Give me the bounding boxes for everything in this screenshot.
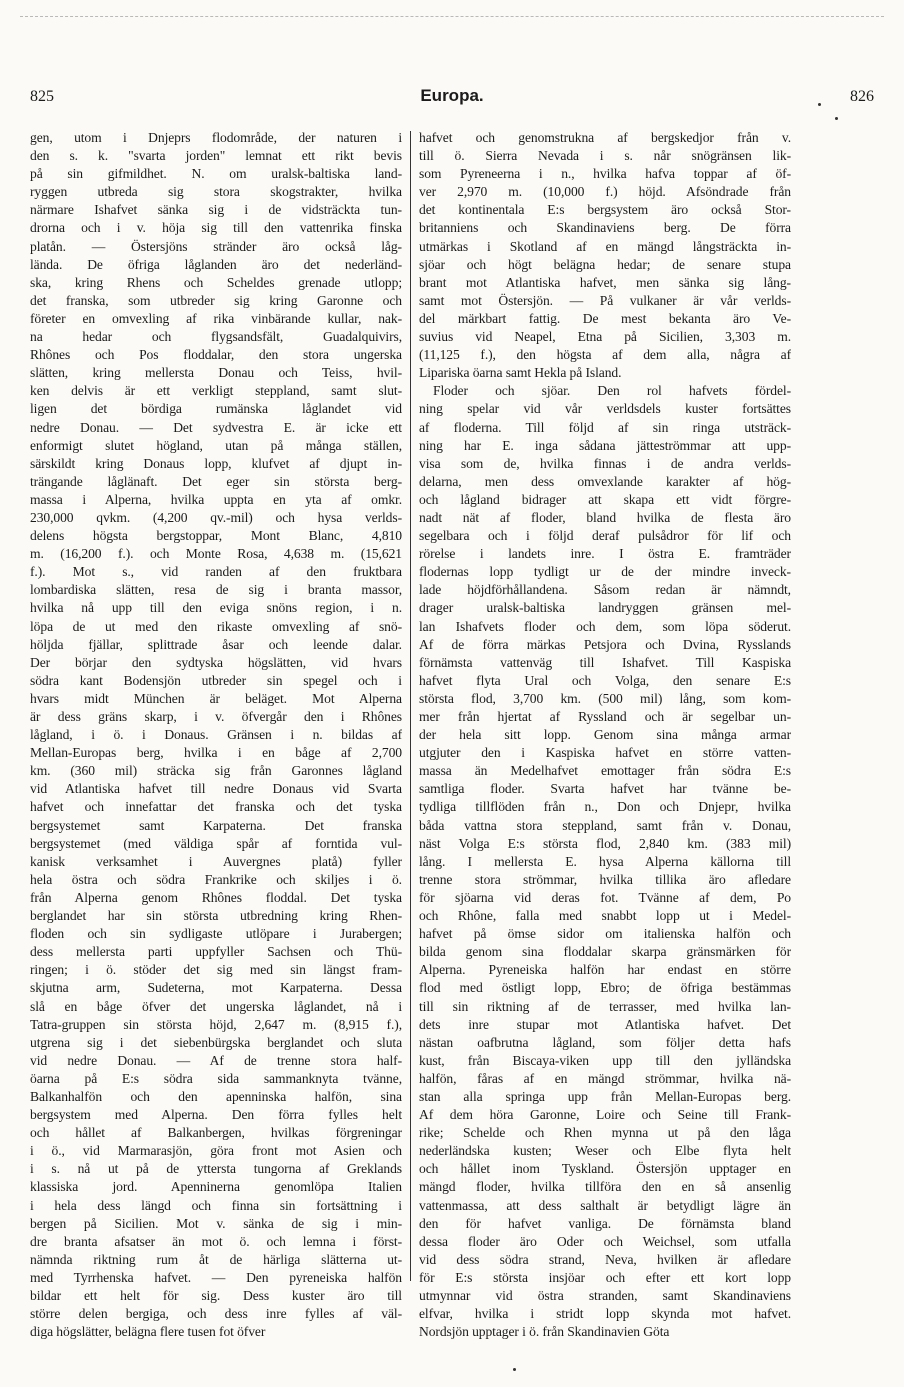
text-line: hela östra och södra Frankrike och skiljes i ö. [30, 871, 402, 887]
text-line: på sin gifmildhet. N. om uralsk-baltiska land- [30, 166, 402, 182]
text-line: större delen bergiga, och dess inre fylles af väl- [30, 1306, 402, 1322]
text-line: kust, från Biscaya-viken upp till den jylländska [419, 1052, 791, 1068]
left-column [30, 129, 402, 1341]
text-line: det kontinentala E:s bergsystem äro också Stor- [419, 202, 791, 218]
text-line: vid Atlantiska hafvet till nedre Donaus vid Svarta [30, 781, 402, 797]
text-line: rike; Schelde och Rhen mynna ut på den låga [419, 1125, 791, 1141]
text-line: största flod, 3,700 km. (500 mil) lång, som kom- [419, 690, 791, 706]
text-line: med Tyrrhenska hafvet. — Den pyreneiska halfön [30, 1269, 402, 1285]
text-line: förnämsta vattenväg till Ishafvet. Till Kaspiska [419, 654, 791, 670]
text-line: nadt nät af floder, bland hvilka de flesta äro [419, 509, 791, 525]
text-line: höljda fjällar, splittrade åsar och leende dalar. [30, 636, 402, 652]
page-number-left: 825 [30, 88, 54, 105]
page-number-right: 826 [850, 88, 874, 105]
text-line: skjutna arm, Sudeterna, mot Karpaterna. Dessa [30, 980, 402, 996]
text-line: bilda genom sina floddalar skarpa gränsmärken för [419, 944, 791, 960]
text-line: vid nedre Donau. — Af de trenne stora half- [30, 1052, 402, 1068]
text-line: och hållet af Balkanbergen, hvilkas förgreningar [30, 1125, 402, 1141]
text-line: samt mot Östersjön. — På vulkaner är vår verlds- [419, 292, 791, 308]
text-line: ligen det bördiga rumänska låglandet vid [30, 401, 402, 417]
text-line: i s. nå ut på de yttersta tungorna af Greklands [30, 1161, 402, 1177]
column-divider [410, 131, 411, 1281]
text-line: brant mot Atlantiska hafvet, men sänka sig lång- [419, 274, 791, 290]
text-line: visa som de, hvilka finnas i de andra verlds- [419, 455, 791, 471]
text-line: till ö. Sierra Nevada i s. når snögränsen lik- [419, 148, 791, 164]
text-line: nästan oafbrutna lågland, som följer detta hafs [419, 1034, 791, 1050]
top-dashed-rule [20, 16, 884, 17]
text-line: från Alperna genom Rhônes floddal. Det tyska [30, 889, 402, 905]
text-line: enformigt slutet högland, utan på många ställen, [30, 437, 402, 453]
text-line: rörelse i landets inre. I östra E. framträder [419, 546, 791, 562]
text-line: hafvet på ömse sidor om italienska halfön och [419, 926, 791, 942]
text-line: elfvar, hvilka i stridt lopp skynda mot hafvet. [419, 1306, 791, 1322]
text-line: hafvet flyta Ural och Volga, den senare E:s [419, 672, 791, 688]
text-line: trenne stora strömmar, hvilka tillika äro afledare [419, 871, 791, 887]
text-line: sjöar och högt belägna hedar; de senare stupa [419, 256, 791, 272]
text-line: är dess gräns skarp, i v. öfvergår den i Rhônes [30, 709, 402, 724]
text-line: segelbara och i följd deraf pulsådror för lif och [419, 528, 791, 544]
text-line: nederländska kusten; Weser och Elbe flyta helt [419, 1143, 791, 1159]
text-line: trängande låglänaft. Det eger sin största berg- [30, 473, 402, 489]
text-line: ken delvis är ett verkligt steppland, samt slut- [30, 383, 402, 399]
text-line: nämnda riktning rum åt de härliga slätterna ut- [30, 1251, 402, 1267]
text-line: bildar ett helt för sig. Dess kuster äro till [30, 1288, 402, 1303]
text-line: ver 2,970 m. (10,000 f.) höjd. Afsöndrade från [419, 184, 791, 200]
text-line: gen, utom i Dnjeprs flodområde, der naturen i [30, 130, 402, 145]
running-title: Europa. [420, 86, 484, 105]
text-line: km. (360 mil) sträcka sig från Garonnes lågland [30, 763, 402, 779]
text-line: Af dem höra Garonne, Loire och Seine till Frank- [419, 1107, 791, 1123]
text-line: slå en båge öfver det ungerska låglandet, nå i [30, 998, 402, 1014]
text-line: delens högsta bergstoppar, Mont Blanc, 4,810 [30, 528, 402, 544]
text-line: hafvet och innefattar det franska och det tyska [30, 799, 402, 815]
text-line: båda vattna stora steppland, samt från v. Donau, [419, 817, 791, 833]
page-header [30, 88, 874, 114]
text-line: hafvet och genomstrukna af bergskedjor från v. [419, 130, 791, 145]
print-speck [513, 1368, 516, 1371]
text-line: näst Volga E:s största flod, 2,840 km. (383 mil) [419, 835, 791, 851]
text-line: af floderna. Till följd af sin ringa utsträck- [419, 419, 791, 435]
text-line: flodernas lopp tydligt ur de der mindre inveck- [419, 564, 791, 580]
text-line: den s. k. "svarta jorden" lemnat ett rikt bevis [30, 148, 402, 164]
text-line: i ö., vid Marmarasjön, göra front mot Asien och [30, 1143, 402, 1159]
text-line: del märkbart fattig. De mest bekanta äro Ve- [419, 310, 791, 326]
text-line: och Rhône, falla med snabbt lopp ut i Medel- [419, 908, 791, 924]
text-line: mängd floder, hvilka tillföra den en så ansenlig [419, 1179, 791, 1195]
text-line: f.). Mot s., vid randen af den fruktbara [30, 564, 402, 580]
text-line: dess mellersta parti uppfyller Sachsen och Thü- [30, 944, 402, 960]
text-line: ringen; i ö. stöder det sig med sin längst fram- [30, 962, 402, 978]
right-column [419, 129, 791, 1341]
text-line: företer en omvexling af rika vinbärande kullar, nak- [30, 310, 402, 326]
text-line: Nordsjön upptager i ö. från Skandinavien Göta [419, 1324, 670, 1340]
text-line: lan Ishafvets floder och dem, som löpa söderut. [419, 618, 791, 634]
text-line: södra kant Bodensjön utbreder sin spegel och i [30, 672, 402, 688]
text-line: berglandet har sin största utbredning kring Rhen- [30, 908, 402, 924]
text-line: den för hafvet vanliga. De förnämsta bland [419, 1215, 791, 1231]
text-line: Af de förra märkas Petsjora och Dvina, Rysslands [419, 636, 791, 652]
text-line: Rhônes och Pos floddalar, den stora ungerska [30, 347, 402, 363]
text-line: bergsystemet (med väldiga spår af forntida vul- [30, 835, 402, 851]
text-line: Der börjar den sydtyska högslätten, vid hvars [30, 654, 402, 670]
text-line: det franska, som utbreder sig kring Garonne och [30, 292, 402, 308]
text-line: lågland, i ö. i Donaus. Gränsen i n. bildas af [30, 727, 402, 743]
text-line: bergen på Sicilien. Mot v. sänka de sig i min- [30, 1215, 402, 1231]
text-line: och hållet inom Tyskland. Östersjön upptager en [419, 1161, 791, 1177]
text-line: öarna på E:s södra sida sammanknyta tvänne, [30, 1070, 402, 1086]
text-line: lombardiska slätten, resa de sig i branta massor, [30, 582, 402, 598]
text-line: dre branta afsatser än mot ö. och lemna i först- [30, 1233, 402, 1249]
text-line: ning spelar vid vår verldsdels kuster fortsättes [419, 401, 791, 417]
text-line: drorna och i v. höja sig till den vattenrika finska [30, 220, 402, 236]
text-line: bergsystemet samt Karpaterna. Det franska [30, 817, 402, 833]
text-line: 230,000 qvkm. (4,200 qv.-mil) och hysa verlds- [30, 509, 402, 525]
text-line: dets inre stupar mot Atlantiska hafvet. Det [419, 1016, 791, 1032]
text-line: mer från hjertat af Ryssland och är segelbar un- [419, 709, 791, 724]
text-line: ryggen utbreda sig stora skogstrakter, hvilka [30, 184, 402, 200]
text-line: stan alla springa upp från Mellan-Europas berg. [419, 1088, 791, 1104]
text-line: utmärkas i Skotland af en mängd långsträckta in- [419, 238, 791, 254]
text-line: diga högslätter, belägna flere tusen fot öfver [30, 1324, 266, 1340]
text-line: i hela dess längd och finna sin fortsättning i [30, 1197, 402, 1213]
text-line: der hela sitt lopp. Genom sina många armar [419, 727, 791, 743]
text-line: (11,125 f.), den högsta af dem alla, några af [419, 347, 791, 363]
print-speck [835, 117, 838, 120]
text-line: utgjuter den i Kaspiska hafvet en större vatten- [419, 745, 791, 761]
text-line: samtliga floder. Svarta hafvet har tvänne be- [419, 781, 791, 797]
text-line: floden och sin sydligaste utlöpare i Jurabergen; [30, 926, 402, 942]
text-line: Balkanhalfön och den apenninska halfön, sina [30, 1088, 402, 1104]
text-line: na hedar och flygsandsfält, Guadalquivirs, [30, 329, 402, 345]
text-line: flod med östligt lopp, Ebro; de öfriga bestämmas [419, 980, 791, 996]
text-line: Alperna. Pyreneiska halfön har endast en större [419, 962, 791, 978]
text-line: nedre Donau. — Det sydvestra E. är icke ett [30, 419, 402, 435]
text-line: för sjöarna vid deras fot. Tvänne af dem, Po [419, 889, 791, 905]
text-line: platån. — Östersjöns stränder äro också låg- [30, 238, 402, 254]
text-line: hvars midt München är beläget. Mot Alperna [30, 690, 402, 706]
text-line: lade höjdförhållandena. Såsom redan är nämndt, [419, 582, 791, 598]
print-speck [818, 103, 821, 106]
text-line: närmare Ishafvet sänka sig i de vidsträckta tun- [30, 202, 402, 218]
text-line: Tatra-gruppen sin största höjd, 2,647 m. (8,915 f.), [30, 1016, 402, 1032]
text-line: britanniens och Skandinaviens berg. De förra [419, 220, 791, 236]
text-line: till sin riktning af de terrasser, med hvilka lan- [419, 998, 791, 1014]
text-line: lång. I mellersta E. hysa Alperna källorna till [419, 853, 791, 869]
text-line: vid dess södra strand, Neva, hvilken är afledare [419, 1251, 791, 1267]
text-line: som Pyreneerna i n., hvilka hafva toppar af öf- [419, 166, 791, 182]
text-line: Floder och sjöar. Den rol hafvets fördel- [433, 383, 791, 399]
text-line: hvilka nå upp till den eviga snöns region, i n. [30, 600, 402, 616]
text-line: och lågland bidrager att skapa ett vidt förgre- [419, 491, 791, 507]
text-line: drager uralsk-baltiska landryggen gränsen mel- [419, 600, 791, 616]
text-line: utgrena sig i det siebenbürgska berglandet och sluta [30, 1034, 402, 1050]
text-line: lända. De öfriga låglanden äro det nederländ- [30, 256, 402, 272]
text-line: bergsystem med Alperna. Den förra fylles helt [30, 1107, 402, 1123]
text-line: Lipariska öarna samt Hekla på Island. [419, 365, 622, 381]
text-line: Mellan-Europas berg, hvilka i en båge af 2,700 [30, 745, 402, 761]
text-line: delarna, men dess omvexlande karakter af hög- [419, 473, 791, 489]
text-line: kanisk verksamhet i Auvergnes platå) fyller [30, 853, 402, 869]
text-line: vattenmassa, att dess salthalt är betydligt lägre än [419, 1197, 791, 1213]
text-line: utmynnar vid östra stranden, samt Skandinaviens [419, 1288, 791, 1303]
text-line: massa än Medelhafvet emottager från södra E:s [419, 763, 791, 779]
text-line: suvius vid Neapel, Etna på Sicilien, 3,303 m. [419, 329, 791, 345]
text-columns [30, 129, 874, 1340]
text-line: särskildt kring Donaus lopp, klufvet af djupt in- [30, 455, 402, 471]
text-line: tydliga tillflöden från n., Don och Dnjepr, hvilka [419, 799, 791, 815]
text-line: massa i Alperna, hvilka uppta en yta af omkr. [30, 491, 402, 507]
text-line: för E:s största insjöar och efter ett kort lopp [419, 1269, 791, 1285]
text-line: slätten, kring mellersta Donau och Teiss, hvil- [30, 365, 402, 381]
text-line: löpa de ut med den rikaste omvexling af snö- [30, 618, 402, 634]
text-line: halfön, fåras af en mängd strömmar, hvilka nä- [419, 1070, 791, 1086]
text-line: klassiska jord. Apenninerna genomlöpa Italien [30, 1179, 402, 1195]
text-line: ning har E. inga sådana jätteströmmar att upp- [419, 437, 791, 453]
text-line: m. (16,200 f.). och Monte Rosa, 4,638 m. (15,621 [30, 546, 402, 562]
text-line: dessa floder äro Oder och Weichsel, som utfalla [419, 1233, 791, 1249]
text-line: ska, kring Rhens och Scheldes grenade utlopp; [30, 274, 402, 290]
